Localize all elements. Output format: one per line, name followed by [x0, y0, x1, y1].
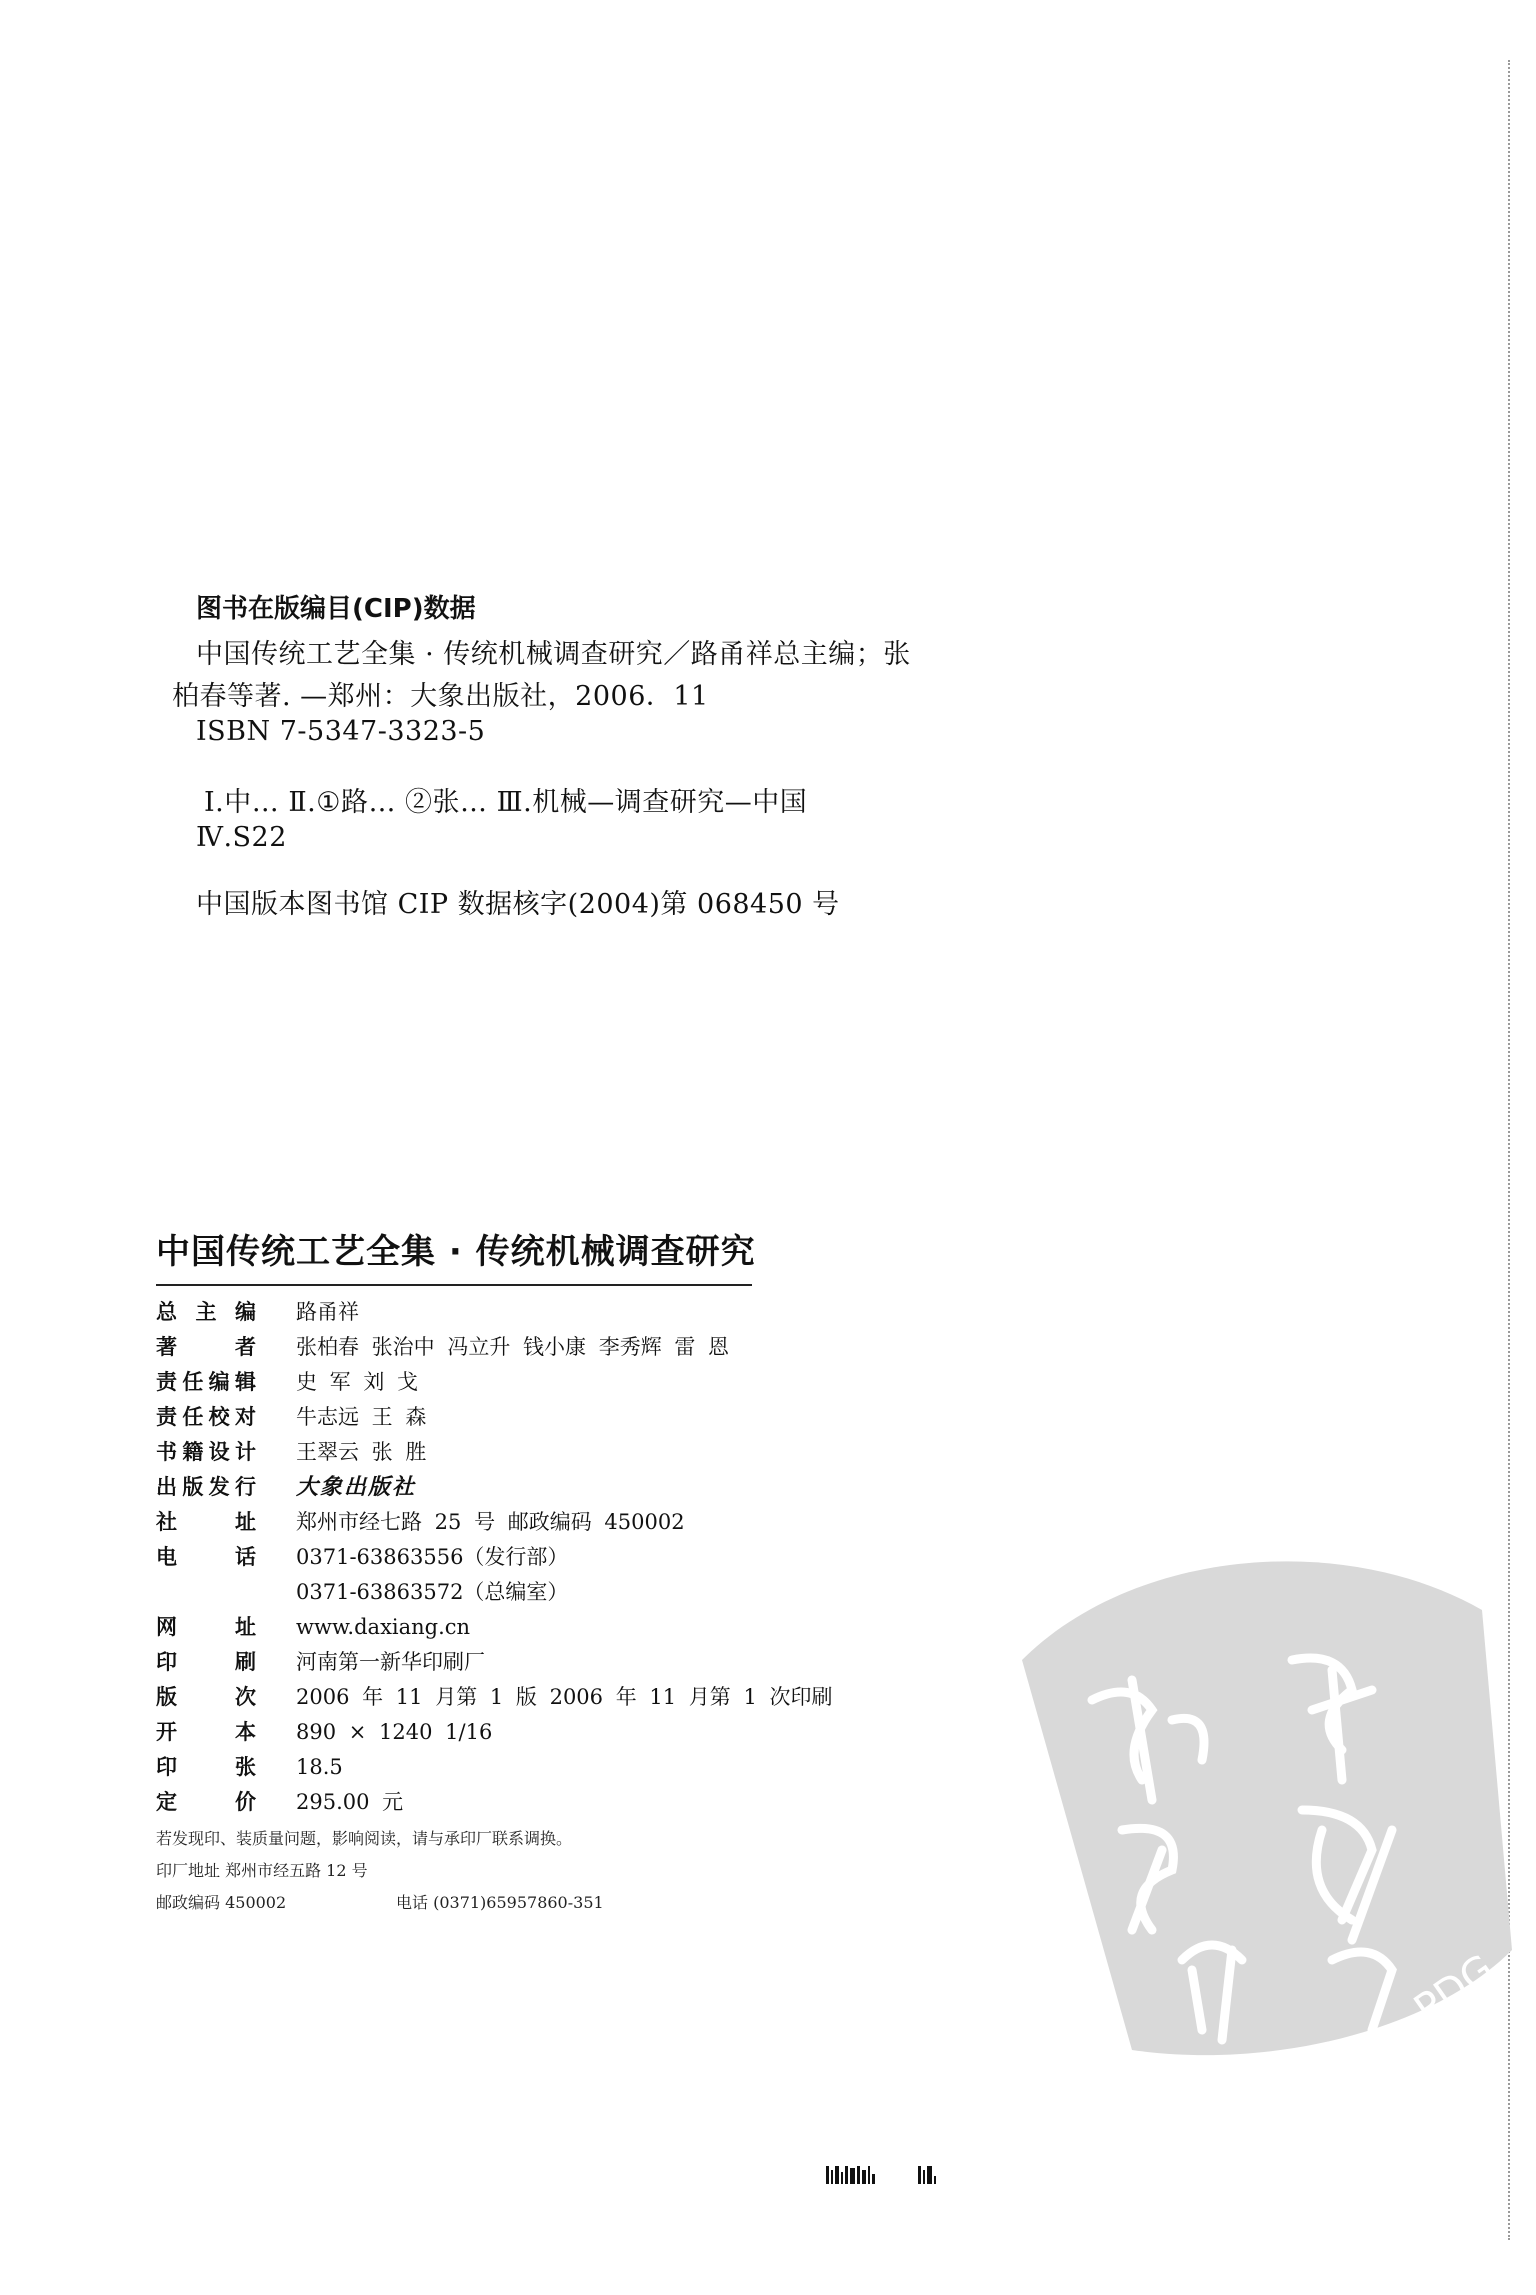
info-label: 书籍设计 [156, 1440, 256, 1464]
cip-catalog-record: 中国版本图书馆 CIP 数据核字(2004)第 068450 号 [196, 889, 840, 920]
info-value: 史 军 刘 戈 [296, 1370, 419, 1394]
info-value: 大象出版社 [296, 1474, 417, 1500]
colophon-title: 中国传统工艺全集 · 传统机械调查研究 [156, 1232, 756, 1272]
quality-notice: 若发现印、装质量问题，影响阅读，请与承印厂联系调换。 [156, 1829, 573, 1848]
info-label: 社址 [156, 1510, 256, 1534]
title-underline [156, 1284, 752, 1286]
info-label: 总主编 [156, 1300, 256, 1324]
info-label: 版次 [156, 1685, 256, 1709]
info-label: 电话 [156, 1545, 256, 1569]
cip-classification: Ⅰ.中… Ⅱ.①路… ②张… Ⅲ.机械—调查研究—中国 [204, 787, 808, 818]
info-value: 890 × 1240 1/16 [296, 1720, 493, 1744]
info-label: 责任编辑 [156, 1370, 256, 1394]
cip-class-number: Ⅳ.S22 [196, 822, 287, 853]
info-label: 责任校对 [156, 1405, 256, 1429]
info-label: 印张 [156, 1755, 256, 1779]
cip-line-1: 中国传统工艺全集 · 传统机械调查研究／路甬祥总主编；张 [196, 639, 911, 670]
info-label: 网址 [156, 1615, 256, 1639]
cip-isbn: ISBN 7-5347-3323-5 [196, 716, 486, 747]
info-value[interactable]: www.daxiang.cn [296, 1615, 471, 1639]
info-value: 王翠云 张 胜 [296, 1440, 427, 1464]
watermark-text: PDG [1406, 1945, 1503, 2033]
info-label: 定价 [156, 1790, 256, 1814]
info-value: 2006 年 11 月第 1 版 2006 年 11 月第 1 次印刷 [296, 1685, 833, 1709]
printer-phone: 电话 (0371)65957860-351 [396, 1893, 604, 1912]
info-value: 0371-63863556（发行部） [296, 1545, 569, 1569]
info-label: 著者 [156, 1335, 256, 1359]
watermark-stamp-icon [1012, 1530, 1512, 2070]
cip-heading: 图书在版编目(CIP)数据 [196, 594, 476, 624]
info-value: 295.00 元 [296, 1790, 404, 1814]
printer-address: 印厂地址 郑州市经五路 12 号 [156, 1861, 368, 1880]
info-label: 印刷 [156, 1650, 256, 1674]
info-value: 张柏春 张治中 冯立升 钱小康 李秀辉 雷 恩 [296, 1335, 730, 1359]
info-value: 牛志远 王 森 [296, 1405, 427, 1429]
info-value: 郑州市经七路 25 号 邮政编码 450002 [296, 1510, 685, 1534]
printer-postcode: 邮政编码 450002 [156, 1893, 287, 1912]
info-label: 开本 [156, 1720, 256, 1744]
cip-line-2: 柏春等著. —郑州：大象出版社，2006．11 [172, 681, 709, 712]
info-value: 路甬祥 [296, 1300, 359, 1324]
info-value: 河南第一新华印刷厂 [296, 1650, 485, 1674]
info-value: 0371-63863572（总编室） [296, 1580, 569, 1604]
barcode-mark-icon [826, 2164, 976, 2186]
info-value: 18.5 [296, 1755, 343, 1779]
info-label: 出版发行 [156, 1475, 256, 1499]
